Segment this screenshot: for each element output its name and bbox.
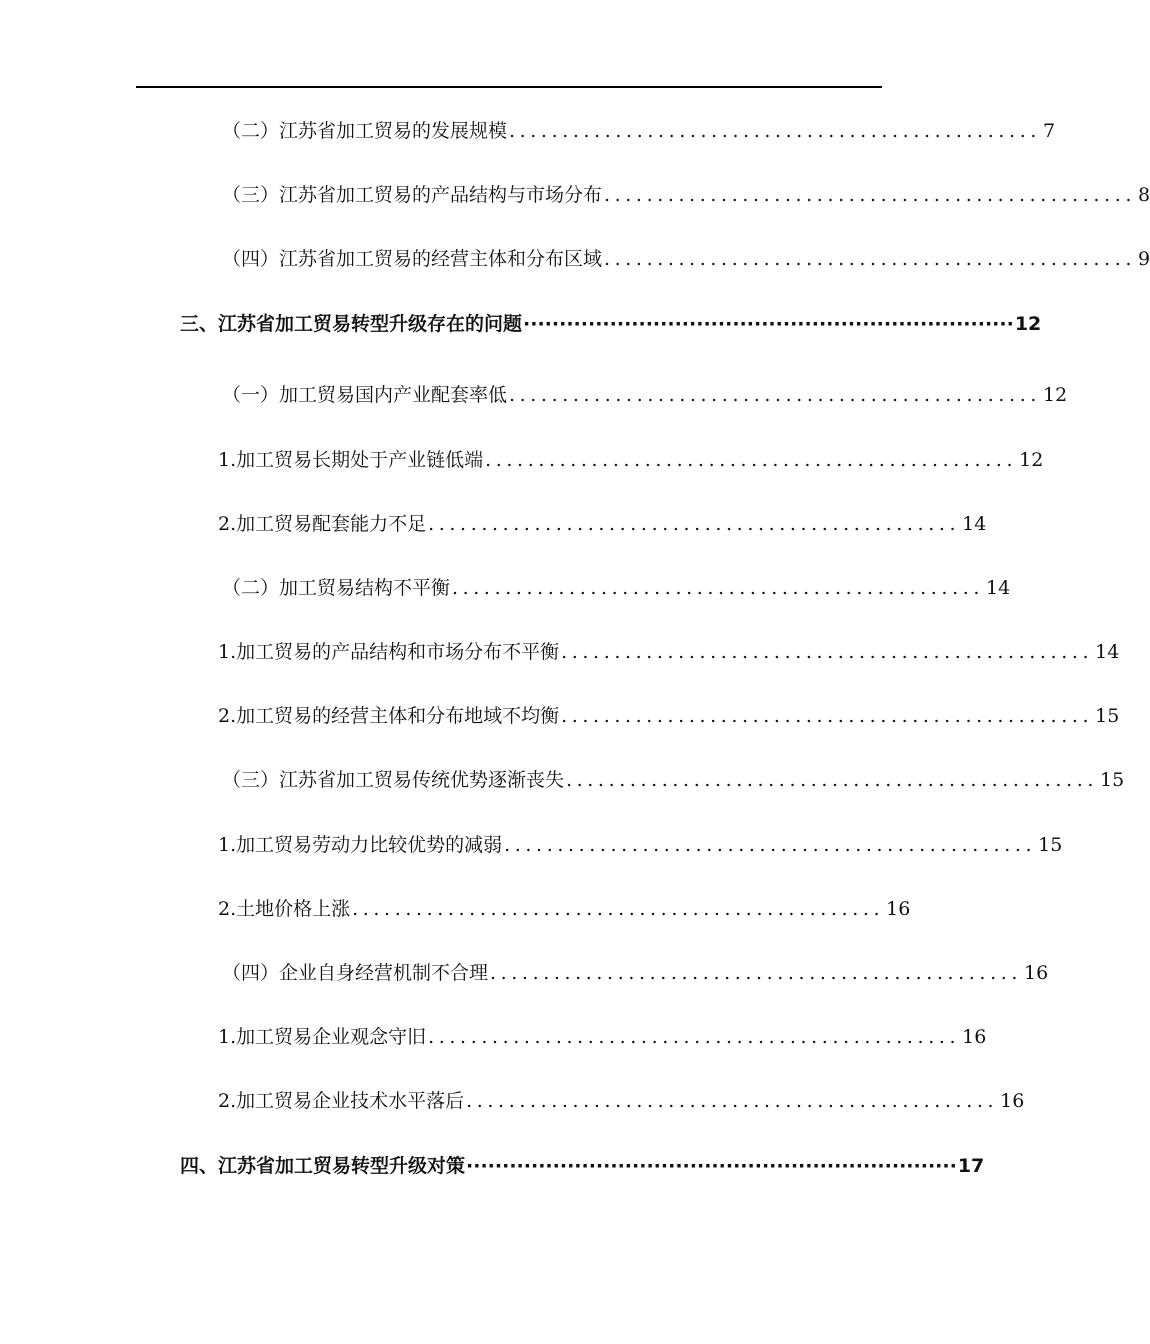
toc-leader-dots: .................................................. [604,248,1136,270]
toc-leader-dots: .................................................. [566,769,1098,791]
toc-entry-page: 14 [962,513,987,535]
toc-entry-page: 7 [1043,120,1056,142]
toc-entry[interactable] [222,380,1068,407]
toc-entry[interactable] [222,116,1056,143]
toc-leader-dots: .................................................. [466,1090,999,1112]
toc-entry-page: 17 [957,1155,985,1177]
toc-leader-dots: .................................................. [428,1026,961,1048]
toc-leader-dots: .................................................. [490,962,1022,984]
toc-entry-page: 16 [962,1026,987,1048]
toc-entry[interactable] [222,958,1049,985]
toc-entry[interactable] [218,701,1120,728]
toc-entry-title: （四）企业自身经营机制不合理 [222,962,489,984]
toc-entry-title: 四、江苏省加工贸易转型升级对策 [180,1155,466,1177]
toc-entry-title: （三）江苏省加工贸易的产品结构与市场分布 [222,184,603,206]
toc-entry-page: 12 [1014,313,1042,335]
toc-entry-title: （二）江苏省加工贸易的发展规模 [222,120,508,142]
toc-entry-page: 12 [1043,384,1068,406]
toc-entry-page: 16 [1000,1090,1025,1112]
toc-entry-title: （一）加工贸易国内产业配套率低 [222,384,508,406]
toc-entry[interactable] [222,244,1150,271]
toc-leader-dots: ···································································· [523,313,1014,335]
toc-entry-title: 1.加工贸易长期处于产业链低端 [218,449,484,471]
toc-entry-title: 2.土地价格上涨 [218,898,351,920]
toc-entry-page: 16 [1024,962,1049,984]
toc-entry-title: （三）江苏省加工贸易传统优势逐渐丧失 [222,769,565,791]
toc-entry-page: 16 [886,898,911,920]
toc-leader-dots: ···································································· [466,1155,957,1177]
toc-leader-dots: .................................................. [561,705,1094,727]
toc-entry[interactable] [218,830,1063,857]
toc-leader-dots: .................................................. [428,513,961,535]
toc-entry[interactable] [218,445,1044,472]
toc-leader-dots: .................................................. [504,834,1037,856]
toc-entry-title: 2.加工贸易企业技术水平落后 [218,1090,465,1112]
toc-entry-page: 15 [1100,769,1125,791]
toc-entry-title: 2.加工贸易配套能力不足 [218,513,427,535]
toc-leader-dots: .................................................. [561,641,1094,663]
toc-leader-dots: .................................................. [352,898,885,920]
toc-section-entry[interactable] [180,309,1042,336]
toc-entry-title: 1.加工贸易企业观念守旧 [218,1026,427,1048]
toc-entry-page: 14 [1095,641,1120,663]
toc-leader-dots: .................................................. [509,120,1041,142]
toc-entry-page: 15 [1095,705,1120,727]
toc-entry-page: 9 [1138,248,1150,270]
toc-entry-title: 2.加工贸易的经营主体和分布地域不均衡 [218,705,560,727]
toc-entry-title: （四）江苏省加工贸易的经营主体和分布区域 [222,248,603,270]
toc-entry-title: 1.加工贸易的产品结构和市场分布不平衡 [218,641,560,663]
toc-entry[interactable] [222,180,1150,207]
toc-entry[interactable] [222,765,1125,792]
toc-entry[interactable] [218,1086,1025,1113]
toc-entry-title: 1.加工贸易劳动力比较优势的减弱 [218,834,503,856]
toc-entry[interactable] [218,894,911,921]
toc-leader-dots: .................................................. [485,449,1018,471]
toc-section-entry[interactable] [180,1151,985,1178]
toc-entry[interactable] [218,1022,987,1049]
toc-entry[interactable] [218,509,987,536]
toc-entry-page: 14 [986,577,1011,599]
toc-leader-dots: .................................................. [452,577,984,599]
toc-entry-page: 15 [1038,834,1063,856]
toc-entry[interactable] [222,573,1011,600]
toc-entry-page: 8 [1138,184,1150,206]
toc-entry-page: 12 [1019,449,1044,471]
toc-leader-dots: .................................................. [509,384,1041,406]
toc-entry-title: 三、江苏省加工贸易转型升级存在的问题 [180,313,523,335]
toc-entry[interactable] [218,637,1120,664]
toc-leader-dots: .................................................. [604,184,1136,206]
toc-entry-title: （二）加工贸易结构不平衡 [222,577,451,599]
